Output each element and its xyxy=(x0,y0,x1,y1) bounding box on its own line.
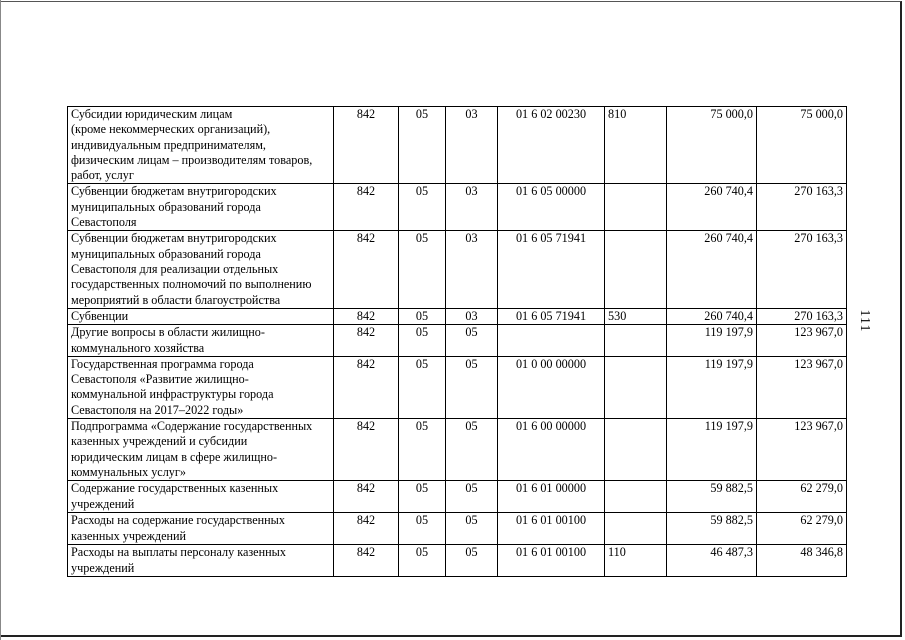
subsection-code: 05 xyxy=(446,513,498,545)
target-item-code: 01 0 00 00000 xyxy=(498,356,605,418)
amount-year-2: 62 279,0 xyxy=(757,513,847,545)
department-code: 842 xyxy=(334,325,399,357)
target-item-code: 01 6 02 00230 xyxy=(498,107,605,184)
target-item-code: 01 6 00 00000 xyxy=(498,419,605,481)
subsection-code: 05 xyxy=(446,325,498,357)
section-code: 05 xyxy=(399,545,446,577)
amount-year-2: 123 967,0 xyxy=(757,356,847,418)
expense-type-code xyxy=(605,419,667,481)
amount-year-2: 48 346,8 xyxy=(757,545,847,577)
amount-year-2: 270 163,3 xyxy=(757,184,847,231)
amount-year-1: 46 487,3 xyxy=(667,545,757,577)
department-code: 842 xyxy=(334,419,399,481)
amount-year-2: 123 967,0 xyxy=(757,419,847,481)
amount-year-2: 75 000,0 xyxy=(757,107,847,184)
department-code: 842 xyxy=(334,356,399,418)
table-row xyxy=(68,107,847,184)
budget-table xyxy=(67,106,847,577)
expense-type-code xyxy=(605,325,667,357)
amount-year-2: 123 967,0 xyxy=(757,325,847,357)
table-row xyxy=(68,184,847,231)
subsection-code: 03 xyxy=(446,184,498,231)
expense-type-code xyxy=(605,184,667,231)
table-row xyxy=(68,325,847,357)
target-item-code: 01 6 05 71941 xyxy=(498,308,605,324)
department-code: 842 xyxy=(334,481,399,513)
expense-name: Подпрограмма «Содержание государственных казенных учреждений и субсидии юридическим лицам в сфере жилищно- коммунальных услуг» xyxy=(68,419,334,481)
subsection-code: 03 xyxy=(446,308,498,324)
expense-name: Субвенции бюджетам внутригородских муниципальных образований города Севастополя для реализации отдельных государственных полномочий по выполнению мероприятий в области благоустройства xyxy=(68,231,334,308)
amount-year-2: 270 163,3 xyxy=(757,231,847,308)
subsection-code: 05 xyxy=(446,545,498,577)
table-row xyxy=(68,308,847,324)
table-row xyxy=(68,513,847,545)
amount-year-1: 260 740,4 xyxy=(667,231,757,308)
section-code: 05 xyxy=(399,231,446,308)
amount-year-1: 59 882,5 xyxy=(667,513,757,545)
amount-year-1: 260 740,4 xyxy=(667,184,757,231)
amount-year-1: 75 000,0 xyxy=(667,107,757,184)
table-row xyxy=(68,231,847,308)
target-item-code: 01 6 01 00000 xyxy=(498,481,605,513)
expense-name: Субвенции xyxy=(68,308,334,324)
amount-year-1: 59 882,5 xyxy=(667,481,757,513)
expense-type-code: 110 xyxy=(605,545,667,577)
section-code: 05 xyxy=(399,513,446,545)
table-row xyxy=(68,481,847,513)
target-item-code: 01 6 05 00000 xyxy=(498,184,605,231)
expense-name: Расходы на выплаты персоналу казенных учреждений xyxy=(68,545,334,577)
amount-year-2: 270 163,3 xyxy=(757,308,847,324)
table-row xyxy=(68,545,847,577)
subsection-code: 05 xyxy=(446,356,498,418)
expense-name: Расходы на содержание государственных казенных учреждений xyxy=(68,513,334,545)
table-row xyxy=(68,419,847,481)
section-code: 05 xyxy=(399,107,446,184)
expense-type-code: 810 xyxy=(605,107,667,184)
amount-year-1: 260 740,4 xyxy=(667,308,757,324)
page-number: 111 xyxy=(857,309,872,333)
amount-year-2: 62 279,0 xyxy=(757,481,847,513)
department-code: 842 xyxy=(334,308,399,324)
target-item-code: 01 6 01 00100 xyxy=(498,513,605,545)
department-code: 842 xyxy=(334,545,399,577)
expense-type-code xyxy=(605,481,667,513)
expense-type-code xyxy=(605,356,667,418)
table-row xyxy=(68,356,847,418)
section-code: 05 xyxy=(399,419,446,481)
table-body xyxy=(68,107,847,577)
section-code: 05 xyxy=(399,325,446,357)
subsection-code: 05 xyxy=(446,419,498,481)
expense-type-code: 530 xyxy=(605,308,667,324)
target-item-code xyxy=(498,325,605,357)
expense-name: Другие вопросы в области жилищно- коммунального хозяйства xyxy=(68,325,334,357)
target-item-code: 01 6 01 00100 xyxy=(498,545,605,577)
department-code: 842 xyxy=(334,107,399,184)
amount-year-1: 119 197,9 xyxy=(667,419,757,481)
subsection-code: 03 xyxy=(446,231,498,308)
department-code: 842 xyxy=(334,231,399,308)
section-code: 05 xyxy=(399,356,446,418)
expense-type-code xyxy=(605,231,667,308)
target-item-code: 01 6 05 71941 xyxy=(498,231,605,308)
department-code: 842 xyxy=(334,513,399,545)
section-code: 05 xyxy=(399,184,446,231)
amount-year-1: 119 197,9 xyxy=(667,325,757,357)
amount-year-1: 119 197,9 xyxy=(667,356,757,418)
expense-name: Государственная программа города Севастополя «Развитие жилищно- коммунальной инфраструктуры города Севастополя на 2017–2022 годы» xyxy=(68,356,334,418)
subsection-code: 05 xyxy=(446,481,498,513)
expense-name: Субвенции бюджетам внутригородских муниципальных образований города Севастополя xyxy=(68,184,334,231)
expense-name: Субсидии юридическим лицам (кроме некоммерческих организаций), индивидуальным предпринимателям, физическим лицам – производителям товаров, работ, услуг xyxy=(68,107,334,184)
department-code: 842 xyxy=(334,184,399,231)
expense-type-code xyxy=(605,513,667,545)
expense-name: Содержание государственных казенных учреждений xyxy=(68,481,334,513)
section-code: 05 xyxy=(399,308,446,324)
subsection-code: 03 xyxy=(446,107,498,184)
section-code: 05 xyxy=(399,481,446,513)
